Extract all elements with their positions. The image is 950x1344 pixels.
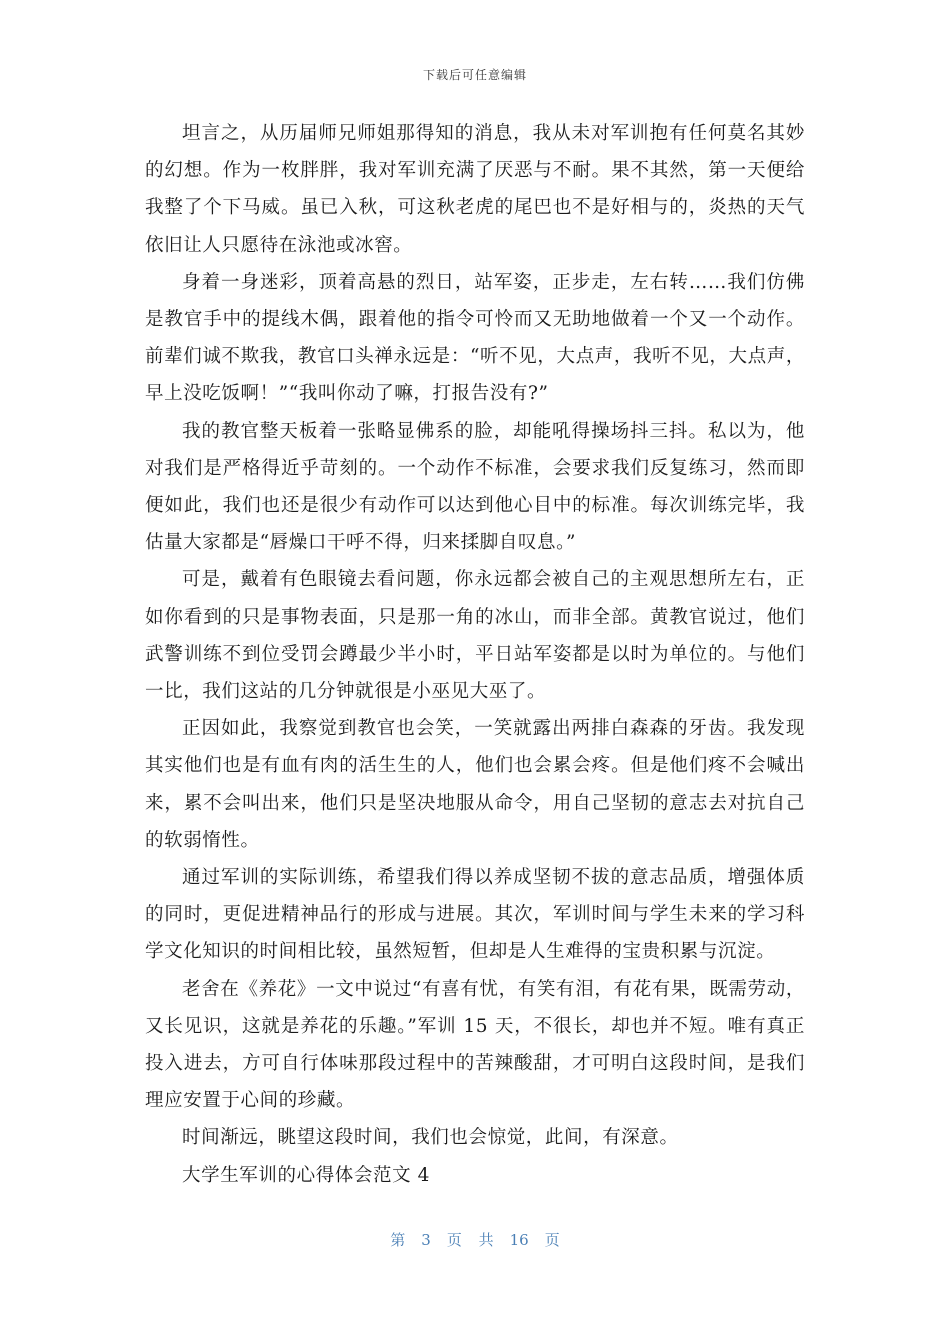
paragraph: 可是，戴着有色眼镜去看问题，你永远都会被自己的主观思想所左右，正如你看到的只是事物表面，只是那一角的冰山，而非全部。黄教官说过，他们武警训练不到位受罚会蹲最少半小时，平日站军姿都是以时为单位的。与他们一比，我们这站的几分钟就很是小巫见大巫了。 (145, 569, 805, 703)
paragraph: 坦言之，从历届师兄师姐那得知的消息，我从未对军训抱有任何莫名其妙的幻想。作为一枚胖胖，我对军训充满了厌恶与不耐。果不其然，第一天便给我整了个下马威。虽已入秋，可这秋老虎的尾巴也不是好相与的，炎热的天气依旧让人只愿待在泳池或冰窖。 (145, 123, 805, 256)
paragraph: 身着一身迷彩，顶着高悬的烈日，站军姿，正步走，左右转……我们仿佛是教官手中的提线木偶，跟着他的指令可怜而又无助地做着一个又一个动作。前辈们诚不欺我，教官口头禅永远是：“听不见，大点声，我听不见，大点声，早上没吃饭啊！”“我叫你动了嘛，打报告没有?” (145, 271, 805, 405)
paragraph: 时间渐远，眺望这段时间，我们也会惊觉，此间，有深意。 (182, 1127, 679, 1149)
section-heading: 大学生军训的心得体会范文 4 (182, 1164, 431, 1186)
paragraph: 我的教官整天板着一张略显佛系的脸，却能吼得操场抖三抖。私以为，他对我们是严格得近乎苛刻的。一个动作不标准，会要求我们反复练习，然而即便如此，我们也还是很少有动作可以达到他心目中的标准。每次训练完毕，我估量大家都是“唇燥口干呼不得，归来揉脚自叹息。” (145, 420, 805, 554)
paragraph: 正因如此，我察觉到教官也会笑，一笑就露出两排白森森的牙齿。我发现其实他们也是有血有肉的活生生的人，他们也会累会疼。但是他们疼不会喊出来，累不会叫出来，他们只是坚决地服从命令，用自己坚韧的意志去对抗自己的软弱惰性。 (145, 718, 805, 851)
page-footer (0, 1229, 950, 1250)
footer-current-page: 3 (421, 1231, 431, 1249)
paragraph: 通过军训的实际训练，希望我们得以养成坚韧不拔的意志品质，增强体质的同时，更促进精神品行的形成与进展。其次，军训时间与学生未来的学习科学文化知识的时间相比较，虽然短暂，但却是人生难得的宝贵积累与沉淀。 (145, 867, 805, 963)
footer-suffix: 页 (544, 1231, 560, 1249)
footer-prefix: 第 (390, 1231, 406, 1249)
footer-total-pages: 16 (509, 1231, 529, 1249)
footer-middle: 页 共 (446, 1231, 494, 1249)
header-note: 下载后可任意编辑 (422, 68, 527, 82)
paragraph: 老舍在《养花》一文中说过“有喜有忧，有笑有泪，有花有果，既需劳动，又长见识，这就是养花的乐趣。”军训 15 天，不很长，却也并不短。唯有真正投入进去，方可自行体味那段过程中的苦辣酸甜，才可明白这段时间，是我们理应安置于心间的珍藏。 (145, 978, 805, 1112)
document-body (145, 115, 805, 1194)
